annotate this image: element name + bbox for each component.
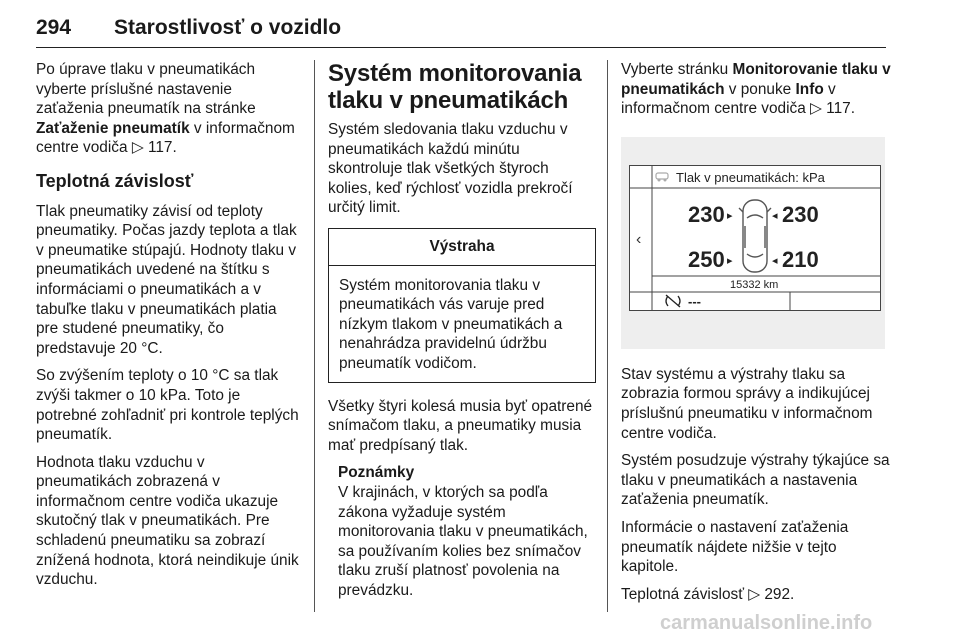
paragraph: Po úprave tlaku v pneumatikách vyberte príslušné nastavenie zaťaženia pneumatík na stránke Zaťaženie pneumatík v informačnom centre vodiča ▷ 117. [36,61,295,157]
page-number: 294 [36,16,72,39]
warning-text: Systém monitorovania tlaku v pneumatikách vás varuje pred nízkym tlakom v pneumatikách a nenahrádza pravidelnú údržbu pneumatík vodičom. [339,276,563,372]
paragraph: Vyberte stránku Monitorovanie tlaku v pneumatikách v ponuke Info v informačnom centre vodiča ▷ 117. [621,61,891,118]
car-icon [656,173,668,182]
note-title: Poznámky [338,464,415,482]
arrow-right-icon: ▸ [727,254,733,267]
paragraph: Informácie o nastavení zaťaženia pneumatík nájdete nižšie v tejto kapitole. [621,518,849,576]
paragraph: Hodnota tlaku vzduchu v pneumatikách zobrazená v informačnom centre vodiča ukazuje skutočný tlak v pneumatikách. Pre schladenú pneumatiku sa zobrazí znížená hodnota, ktorá neindikuje únik vzduchu. [36,453,299,589]
dashboard-figure [621,137,885,349]
paragraph: Systém sledovania tlaku vzduchu v pneumatikách každú minútu skontroluje tlak všetkých štyroch kolies, keď rýchlosť vozidla prekročí určitý limit. [328,121,573,217]
odometer: 15332 km [730,278,779,291]
note-text: V krajinách, v ktorých sa podľa zákona vyžaduje systém monitorovania tlaku v pneumatikách, sa používaním kolies bez snímačov tlaku zruší platnosť povolenia na prevádzku. [338,483,588,599]
paragraph: Všetky štyri kolesá musia byť opatrené snímačom tlaku, a pneumatiky musia mať predpísaný tlak. [328,397,593,454]
tire-warning-icon [666,295,680,307]
column-left [36,60,302,598]
watermark: carmanualsonline.info [660,612,873,634]
menu-term: Info [795,80,824,98]
paragraph: Teplotná závislosť ▷ 292. [621,585,795,603]
page-reference[interactable]: 117. [147,139,177,157]
paragraph: Tlak pneumatiky závisí od teploty pneumatiky. Počas jazdy teplota a tlak v pneumatike stúpajú. Hodnoty tlaku v pneumatikách uvedené na štítku s informáciami o pneumatikách a v tabuľke tlaku v pneumatikách platia pre studené pneumatiky, čo predstavuje 20 °C. [36,202,297,357]
page-ref-icon: ▷ [810,100,822,118]
page-reference[interactable]: 292. [764,585,795,603]
menu-term: Monitorovanie tlaku v pneumatikách [621,61,891,98]
status-value: --- [688,293,701,309]
column-divider [607,60,608,612]
page-ref-icon: ▷ [131,139,144,157]
page-header [36,4,886,48]
column-middle [328,60,596,600]
tire-pressure-screen [629,165,881,311]
chevron-left-icon[interactable]: ‹ [636,230,642,248]
page-reference[interactable]: 117. [826,100,855,118]
paragraph: So zvýšením teploty o 10 °C sa tlak zvýši takmer o 10 kPa. Toto je potrebné zohľadniť pri kontrole teplých pneumatík. [36,367,299,444]
column-right [621,60,891,612]
menu-term: Zaťaženie pneumatík [36,119,190,137]
screen-title: Tlak v pneumatikách: kPa [676,169,825,185]
arrow-left-icon: ◂ [772,209,778,222]
paragraph: Systém posudzuje výstrahy týkajúce sa tlaku v pneumatikách a nastavenia zaťaženia pneumatík. [621,452,890,509]
pressure-front-right: 230 [782,201,819,227]
car-outline-icon [739,200,771,272]
arrow-right-icon: ▸ [727,209,733,222]
section-heading: Teplotná závislosť [36,170,194,191]
page-title: Starostlivosť o vozidlo [114,16,342,39]
pressure-rear-right: 210 [782,246,819,272]
note-box [328,463,596,600]
column-divider [314,60,315,612]
page-ref-icon: ▷ [748,585,761,603]
pressure-rear-left: 250 [688,246,725,272]
warning-title: Výstraha [329,229,595,266]
warning-box [328,228,596,383]
pressure-front-left: 230 [688,201,725,227]
arrow-left-icon: ◂ [772,254,778,267]
paragraph: Stav systému a výstrahy tlaku sa zobrazia formou správy a indikujúcej príslušnú pneumatiku v informačnom centre vodiča. [621,365,873,442]
section-title: Systém monitorovania tlaku v pneumatikách [328,60,582,114]
